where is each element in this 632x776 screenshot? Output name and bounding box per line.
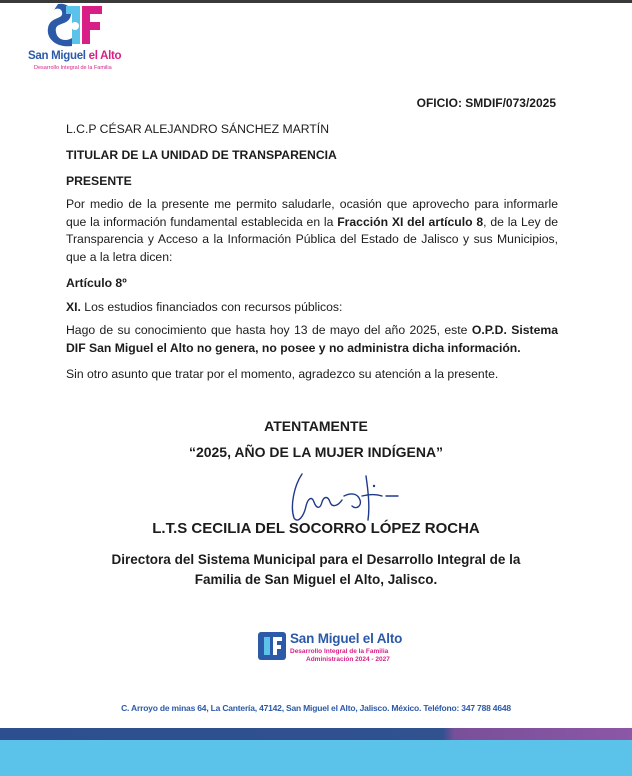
header-logo <box>28 2 128 78</box>
oficio-number: OFICIO: SMDIF/073/2025 <box>416 96 556 110</box>
footer-stripe-light <box>0 740 632 776</box>
signer-title-line2: Familia de San Miguel el Alto, Jalisco. <box>194 572 438 587</box>
footer-logo-line2: Administración 2024 - 2027 <box>306 656 390 663</box>
footer-logo-line1: Desarrollo Integral de la Familia <box>290 648 389 655</box>
footer-logo-name: San Miguel el Alto <box>290 631 403 646</box>
presente-heading: PRESENTE <box>66 174 132 188</box>
header-brand-tagline: Desarrollo Integral de la Familia <box>34 65 112 71</box>
recipient-title: TITULAR DE LA UNIDAD DE TRANSPARENCIA <box>66 148 337 162</box>
body-paragraph-1: Por medio de la presente me permito saludarle, ocasión que aprovecho para informarle que la información fundamental establecida en la Fracción XI del artículo 8, de la Ley de Transparencia y Acceso a la Información Pública del Estado de Jalisco y sus Municipios, que a la letra dicen: <box>66 197 558 264</box>
article-heading: Artículo 8º <box>66 276 127 290</box>
footer-logo <box>258 632 428 668</box>
closing-motto: “2025, AÑO DE LA MUJER INDÍGENA” <box>188 444 444 460</box>
header-brand-name: San Miguel el Alto <box>28 50 122 62</box>
handwritten-signature <box>282 466 402 528</box>
body-paragraph-2: Hago de su conocimiento que hasta hoy 13 de mayo del año 2025, este O.P.D. Sistema DIF San Miguel el Alto no genera, no posee y no administra dicha información. <box>66 323 558 355</box>
footer-stripe-dark <box>0 728 632 740</box>
signer-name: L.T.S CECILIA DEL SOCORRO LÓPEZ ROCHA <box>152 520 480 537</box>
closing-atentamente: ATENTAMENTE <box>264 418 368 434</box>
recipient-name: L.C.P CÉSAR ALEJANDRO SÁNCHEZ MARTÍN <box>66 122 329 136</box>
signer-title-line1: Directora del Sistema Municipal para el Desarrollo Integral de la <box>111 552 521 567</box>
article-item: XI. Los estudios financiados con recursos públicos: <box>66 300 343 314</box>
dif-logo-icon <box>44 2 104 48</box>
dif-logo-small-icon <box>258 632 286 660</box>
body-paragraph-3: Sin otro asunto que tratar por el momento, agradezco su atención a la presente. <box>66 367 499 381</box>
footer-address: C. Arroyo de minas 64, La Cantería, 47142, San Miguel el Alto, Jalisco. México. Teléfono: 347 788 4648 <box>121 703 511 713</box>
